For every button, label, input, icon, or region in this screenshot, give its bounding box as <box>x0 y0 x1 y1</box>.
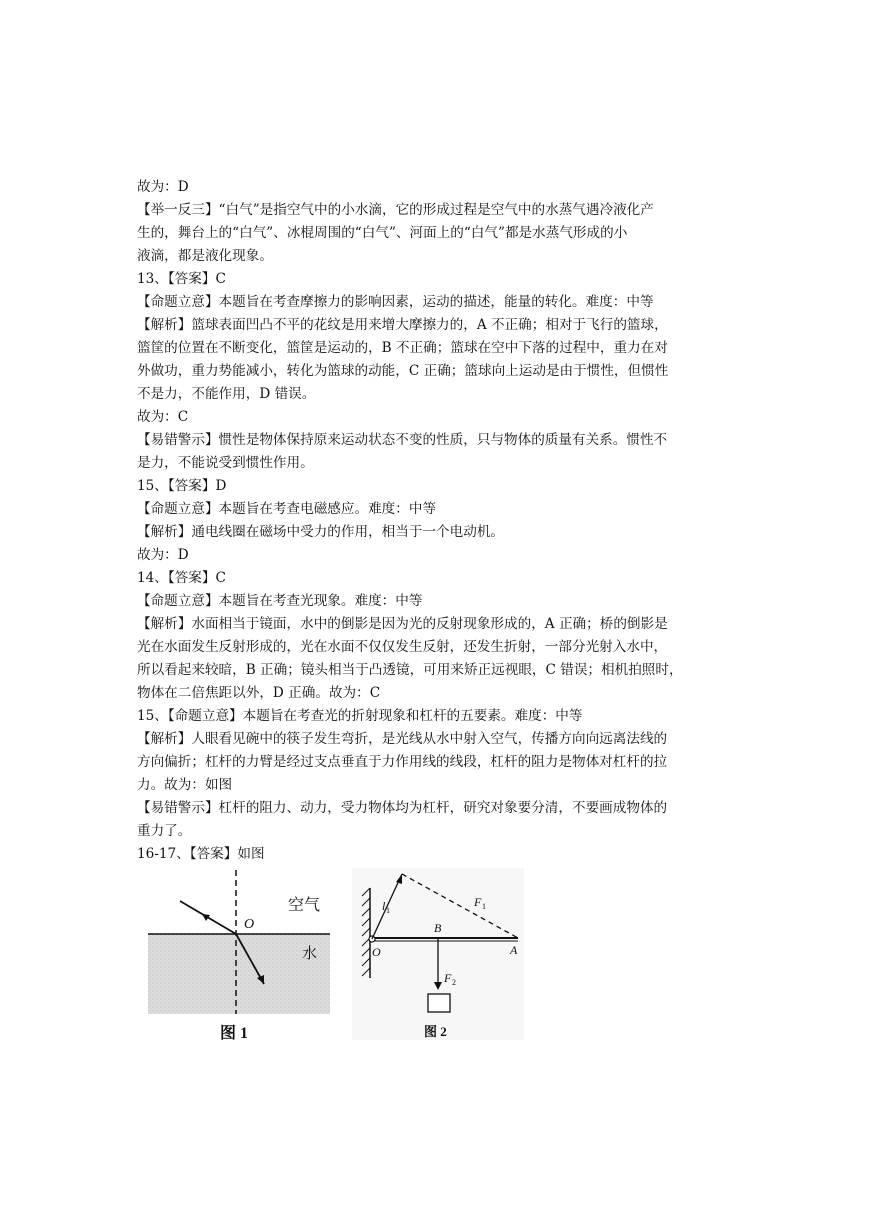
figure-lever <box>350 866 528 1046</box>
label-point-b: B <box>434 921 442 935</box>
text-line: 光在水面发生反射形成的，光在水面不仅仅发生反射，还发生折射，一部分光射入水中， <box>137 639 668 655</box>
text-line: 15、【命题立意】本题旨在考查光的折射现象和杠杆的五要素。难度：中等 <box>137 708 583 724</box>
text-line: 13、【答案】C <box>137 271 226 287</box>
hanging-weight <box>428 994 450 1012</box>
text-line: 故为：D <box>137 547 189 563</box>
text-line: 16-17、【答案】如图 <box>137 846 265 862</box>
figure-2-caption: 图 2 <box>424 1024 447 1039</box>
figure-refraction <box>140 866 340 1046</box>
text-line: 【易错警示】惯性是物体保持原来运动状态不变的性质，只与物体的质量有关系。惯性不 <box>137 432 668 448</box>
text-line: 不是力，不能作用，D 错误。 <box>137 386 316 402</box>
text-line: 【命题立意】本题旨在考查电磁感应。难度：中等 <box>137 501 437 517</box>
text-line: 方向偏折；杠杆的力臂是经过支点垂直于力作用线的线段，杠杆的阻力是物体对杠杆的拉 <box>137 754 668 770</box>
answer-figures <box>140 866 530 1046</box>
label-point-o: O <box>244 917 255 932</box>
text-line: 【解析】篮球表面凹凸不平的花纹是用来增大摩擦力的，A 不正确；相对于飞行的篮球， <box>137 317 668 333</box>
text-line: 外做功，重力势能减小，转化为篮球的动能，C 正确；篮球向上运动是由于惯性，但惯性 <box>137 363 669 379</box>
label-point-o: O <box>372 945 381 959</box>
label-force-f2: F <box>444 971 452 985</box>
label-water: 水 <box>302 946 318 962</box>
label-point-a: A <box>510 943 518 957</box>
text-line: 重力了。 <box>137 823 192 839</box>
refraction-diagram <box>140 866 340 1046</box>
text-line: 故为：D <box>137 179 189 195</box>
text-line: 【举一反三】“白气”是指空气中的小水滴，它的形成过程是空气中的水蒸气遇冷液化产 <box>137 202 654 218</box>
label-force-f2-sub: 2 <box>452 978 456 987</box>
text-line: 液滴，都是液化现象。 <box>137 248 273 264</box>
text-line: 14、【答案】C <box>137 570 226 586</box>
label-arm-l1: l <box>382 899 386 913</box>
label-force-f1-sub: 1 <box>482 902 486 911</box>
lever-diagram <box>350 866 528 1046</box>
text-line: 15、【答案】D <box>137 478 227 494</box>
text-line: 【命题立意】本题旨在考查光现象。难度：中等 <box>137 593 423 609</box>
text-line: 【解析】通电线圈在磁场中受力的作用，相当于一个电动机。 <box>137 524 505 540</box>
text-line: 故为：C <box>137 409 189 425</box>
label-air: 空气 <box>288 897 321 914</box>
text-line: 是力，不能说受到惯性作用。 <box>137 455 314 471</box>
text-line: 篮筐的位置在不断变化，篮筐是运动的，B 不正确；篮球在空中下落的过程中，重力在对 <box>137 340 668 356</box>
text-line: 物体在二倍焦距以外，D 正确。故为：C <box>137 685 381 701</box>
text-line: 【易错警示】杠杆的阻力、动力，受力物体均为杠杆，研究对象要分清，不要画成物体的 <box>137 800 668 816</box>
text-line: 所以看起来较暗，B 正确；镜头相当于凸透镜，可用来矫正远视眼，C 错误；相机拍照时， <box>137 662 683 678</box>
text-line: 生的，舞台上的“白气”、冰棍周围的“白气”、河面上的“白气”都是水蒸气形成的小 <box>137 225 628 241</box>
text-line: 【解析】人眼看见碗中的筷子发生弯折，是光线从水中射入空气，传播方向向远离法线的 <box>137 731 668 747</box>
answer-text <box>137 176 737 866</box>
text-line: 【解析】水面相当于镜面，水中的倒影是因为光的反射现象形成的，A 正确；桥的倒影是 <box>137 616 668 632</box>
figure-1-caption: 图 1 <box>220 1025 249 1042</box>
label-force-f1: F <box>474 895 482 909</box>
text-line: 力。故为：如图 <box>137 777 233 793</box>
text-line: 【命题立意】本题旨在考查摩擦力的影响因素，运动的描述，能量的转化。难度：中等 <box>137 294 654 310</box>
label-arm-l1-sub: 1 <box>386 906 390 915</box>
